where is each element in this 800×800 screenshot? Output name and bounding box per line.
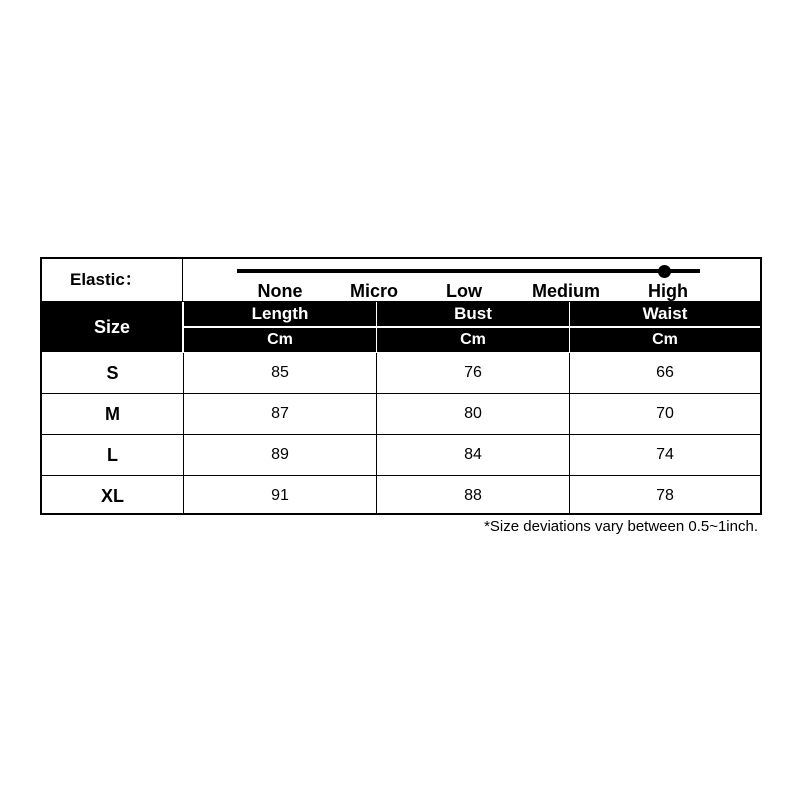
elastic-scale-marker <box>658 265 671 278</box>
length-cell: 87 <box>271 405 289 422</box>
elastic-scale-bar <box>237 269 700 273</box>
table-row <box>42 353 760 393</box>
elastic-label: Elastic： <box>42 259 183 301</box>
bust-cell: 84 <box>464 446 482 463</box>
elastic-level-micro: Micro <box>349 281 399 301</box>
size-cell: M <box>105 404 120 424</box>
length-cell: 91 <box>271 487 289 504</box>
table-row <box>42 435 760 475</box>
table-row <box>42 394 760 434</box>
table-row <box>42 476 760 516</box>
elastic-level-medium: Medium <box>531 281 601 301</box>
elastic-level-high: High <box>648 281 688 301</box>
bust-cell: 80 <box>464 405 482 422</box>
unit-length: Cm <box>184 328 376 352</box>
bust-cell: 88 <box>464 487 482 504</box>
length-cell: 85 <box>271 364 289 381</box>
column-divider <box>183 353 184 513</box>
size-cell: S <box>106 363 119 383</box>
header-size: Size <box>42 302 183 352</box>
header-divider <box>376 302 377 352</box>
header-waist: Waist <box>570 302 760 326</box>
elastic-level-none: None <box>257 281 303 301</box>
unit-waist: Cm <box>570 328 760 352</box>
header-divider <box>184 326 760 328</box>
header-length: Length <box>184 302 376 326</box>
size-deviation-note: *Size deviations vary between 0.5~1inch. <box>484 518 758 535</box>
length-cell: 89 <box>271 446 289 463</box>
bust-cell: 76 <box>464 364 482 381</box>
column-divider <box>376 353 377 513</box>
header-divider <box>569 302 570 352</box>
column-divider <box>569 353 570 513</box>
size-cell: L <box>107 445 118 465</box>
elastic-level-low: Low <box>446 281 482 301</box>
waist-cell: 78 <box>656 487 674 504</box>
header-bust: Bust <box>377 302 569 326</box>
waist-cell: 70 <box>656 405 674 422</box>
size-chart <box>40 257 762 515</box>
waist-cell: 74 <box>656 446 674 463</box>
elastic-row <box>42 259 760 302</box>
waist-cell: 66 <box>656 364 674 381</box>
unit-bust: Cm <box>377 328 569 352</box>
size-cell: XL <box>100 486 124 506</box>
